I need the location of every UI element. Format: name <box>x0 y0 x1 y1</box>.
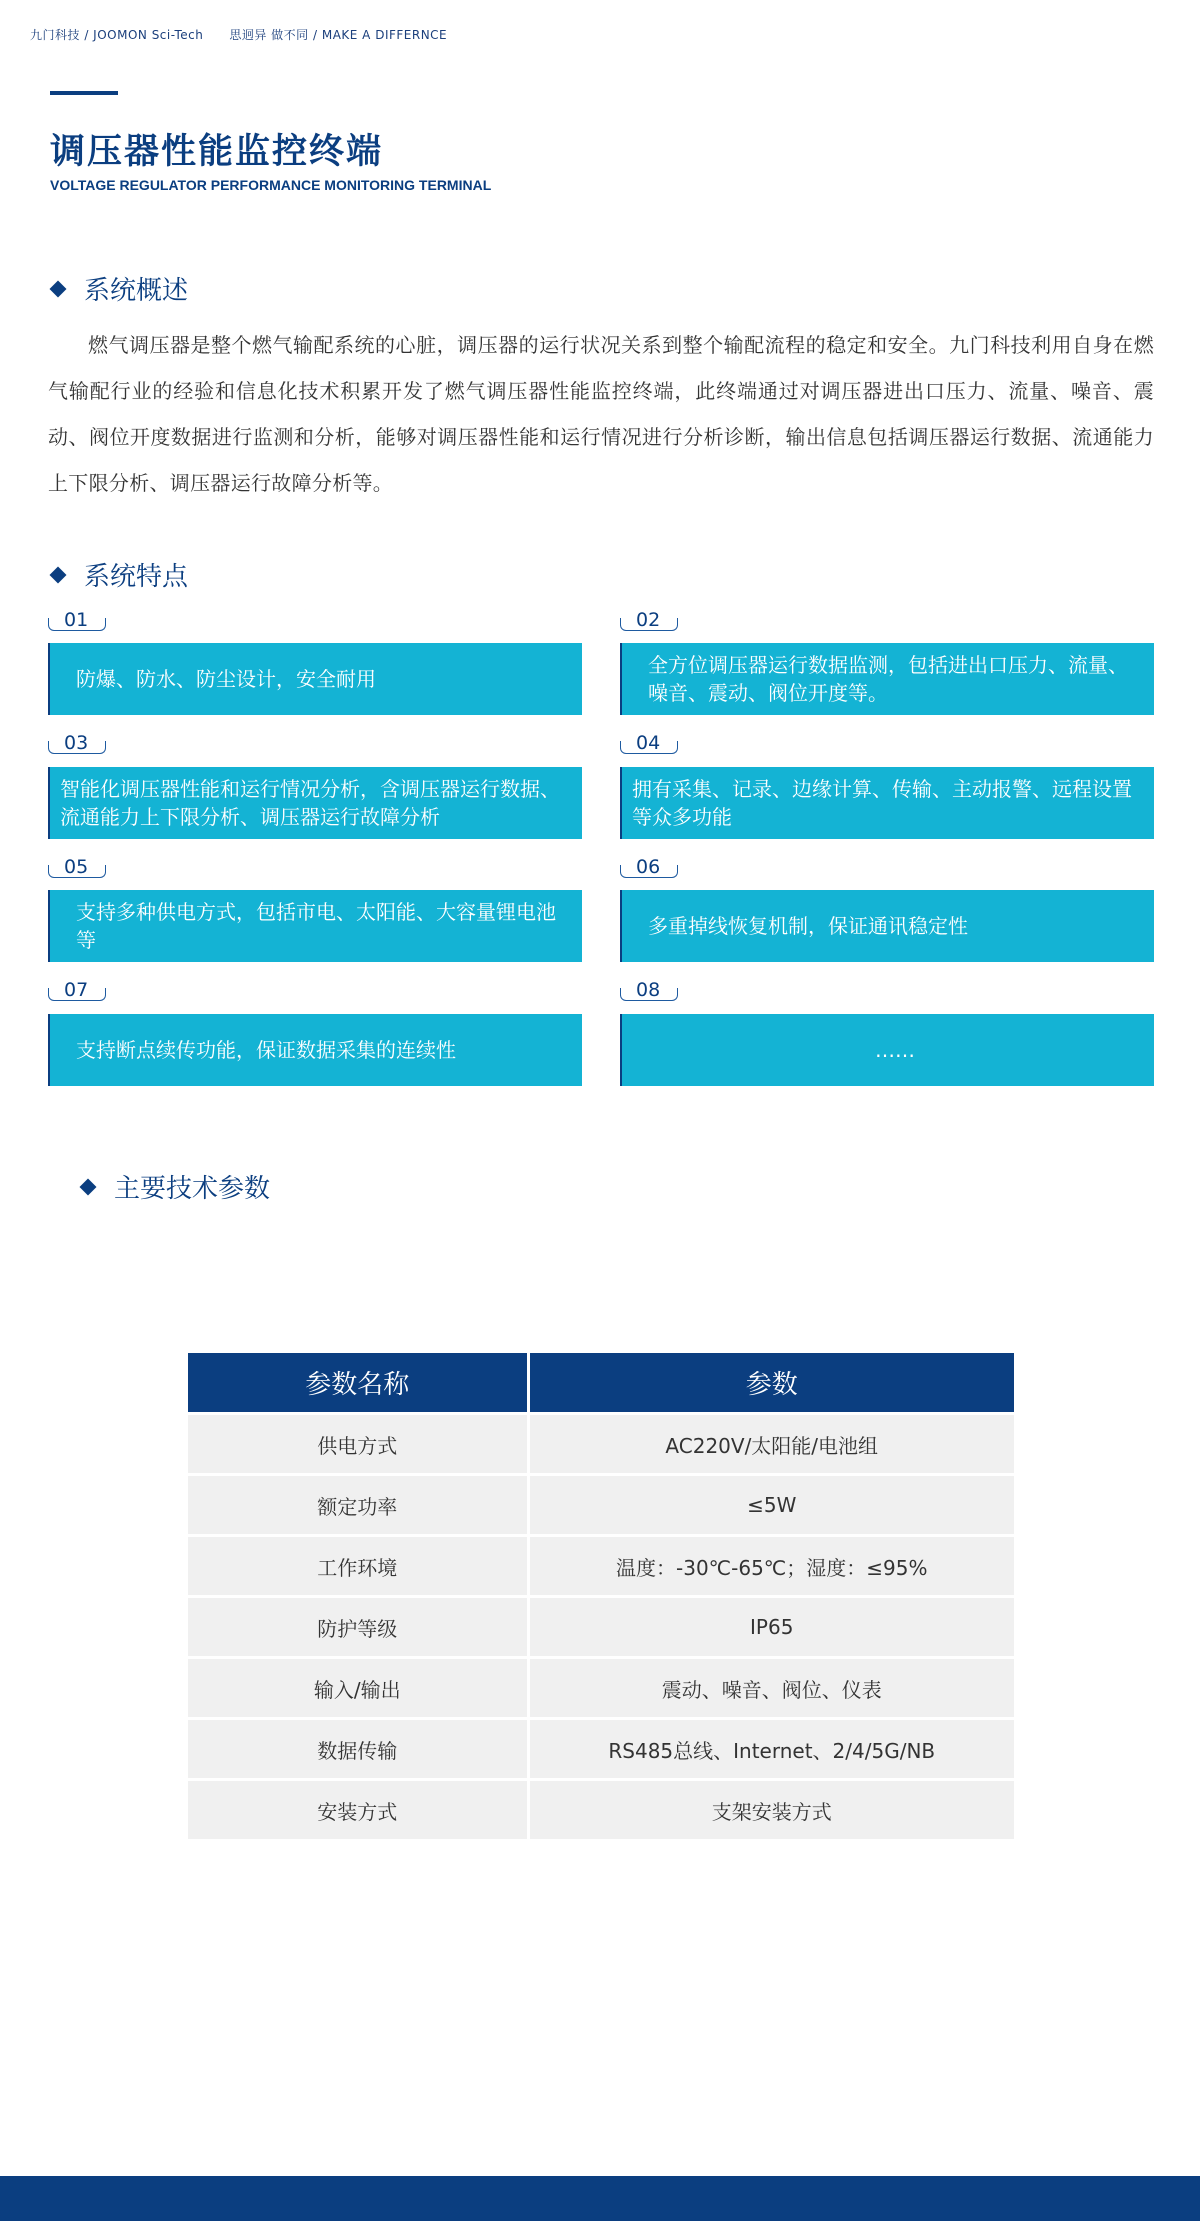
param-name: 输入/输出 <box>188 1658 528 1719</box>
feature-card: 多重掉线恢复机制，保证通讯稳定性 <box>620 890 1154 962</box>
table-row <box>188 1597 1014 1658</box>
table-row <box>188 1536 1014 1597</box>
header-tagline <box>30 26 447 43</box>
feature-card: 支持多种供电方式，包括市电、太阳能、大容量锂电池等 <box>48 890 582 962</box>
param-value: RS485总线、Internet、2/4/5G/NB <box>528 1719 1014 1780</box>
param-value: 震动、噪音、阀位、仪表 <box>528 1658 1014 1719</box>
page-subtitle: VOLTAGE REGULATOR PERFORMANCE MONITORING TERMINAL <box>50 177 492 193</box>
feature-number: 06 <box>636 856 661 878</box>
param-name: 数据传输 <box>188 1719 528 1780</box>
specs-table <box>188 1353 1014 1839</box>
param-value: IP65 <box>528 1597 1014 1658</box>
table-row <box>188 1475 1014 1536</box>
number-bracket-decoration <box>48 741 106 754</box>
table-header-row <box>188 1353 1014 1414</box>
table-row <box>188 1658 1014 1719</box>
diamond-bullet-icon <box>50 566 67 583</box>
feature-card: 全方位调压器运行数据监测，包括进出口压力、流量、噪音、震动、阀位开度等。 <box>620 643 1154 715</box>
param-name: 防护等级 <box>188 1597 528 1658</box>
param-name: 安装方式 <box>188 1780 528 1840</box>
diamond-bullet-icon <box>80 1178 97 1195</box>
features-heading-label: 系统特点 <box>84 562 189 592</box>
table-row <box>188 1414 1014 1475</box>
feature-card: 防爆、防水、防尘设计，安全耐用 <box>48 643 582 715</box>
number-bracket-decoration <box>620 618 678 631</box>
page-title: 调压器性能监控终端 <box>50 132 384 172</box>
feature-number: 07 <box>64 979 89 1001</box>
feature-number: 03 <box>64 732 89 754</box>
features-heading <box>52 556 188 593</box>
overview-heading <box>52 270 188 307</box>
number-bracket-decoration <box>620 865 678 878</box>
number-bracket-decoration <box>48 865 106 878</box>
feature-number: 05 <box>64 856 89 878</box>
number-bracket-decoration <box>48 618 106 631</box>
specs-heading <box>82 1168 270 1205</box>
company-name: 九门科技 / JOOMON Sci-Tech <box>30 28 204 42</box>
feature-number: 08 <box>636 979 661 1001</box>
column-header-name: 参数名称 <box>188 1353 528 1414</box>
param-value: 温度：-30℃-65℃；湿度：≤95% <box>528 1536 1014 1597</box>
param-value: 支架安装方式 <box>528 1780 1014 1840</box>
feature-card: 支持断点续传功能，保证数据采集的连续性 <box>48 1014 582 1086</box>
column-header-value: 参数 <box>528 1353 1014 1414</box>
feature-number: 01 <box>64 609 89 631</box>
diamond-bullet-icon <box>50 280 67 297</box>
feature-card: 拥有采集、记录、边缘计算、传输、主动报警、远程设置等众多功能 <box>620 767 1154 839</box>
number-bracket-decoration <box>620 988 678 1001</box>
param-name: 供电方式 <box>188 1414 528 1475</box>
title-accent-bar <box>50 91 118 95</box>
param-value: AC220V/太阳能/电池组 <box>528 1414 1014 1475</box>
specs-heading-label: 主要技术参数 <box>114 1174 271 1204</box>
table-row <box>188 1719 1014 1780</box>
param-name: 额定功率 <box>188 1475 528 1536</box>
feature-number: 04 <box>636 732 661 754</box>
param-name: 工作环境 <box>188 1536 528 1597</box>
table-row <box>188 1780 1014 1840</box>
overview-heading-label: 系统概述 <box>84 276 189 306</box>
feature-card: …… <box>620 1014 1154 1086</box>
feature-number: 02 <box>636 609 661 631</box>
number-bracket-decoration <box>620 741 678 754</box>
feature-card: 智能化调压器性能和运行情况分析，含调压器运行数据、流通能力上下限分析、调压器运行故障分析 <box>48 767 582 839</box>
number-bracket-decoration <box>48 988 106 1001</box>
footer-bar <box>0 2176 1200 2221</box>
param-value: ≤5W <box>528 1475 1014 1536</box>
company-slogan: 思迥异 做不同 / MAKE A DIFFERNCE <box>229 28 448 42</box>
overview-paragraph: 燃气调压器是整个燃气输配系统的心脏，调压器的运行状况关系到整个输配流程的稳定和安全。九门科技利用自身在燃气输配行业的经验和信息化技术积累开发了燃气调压器性能监控终端，此终端通过对调压器进出口压力、流量、噪音、震动、阀位开度数据进行监测和分析，能够对调压器性能和运行情况进行分析诊断，输出信息包括调压器运行数据、流通能力上下限分析、调压器运行故障分析等。 <box>48 333 1154 495</box>
